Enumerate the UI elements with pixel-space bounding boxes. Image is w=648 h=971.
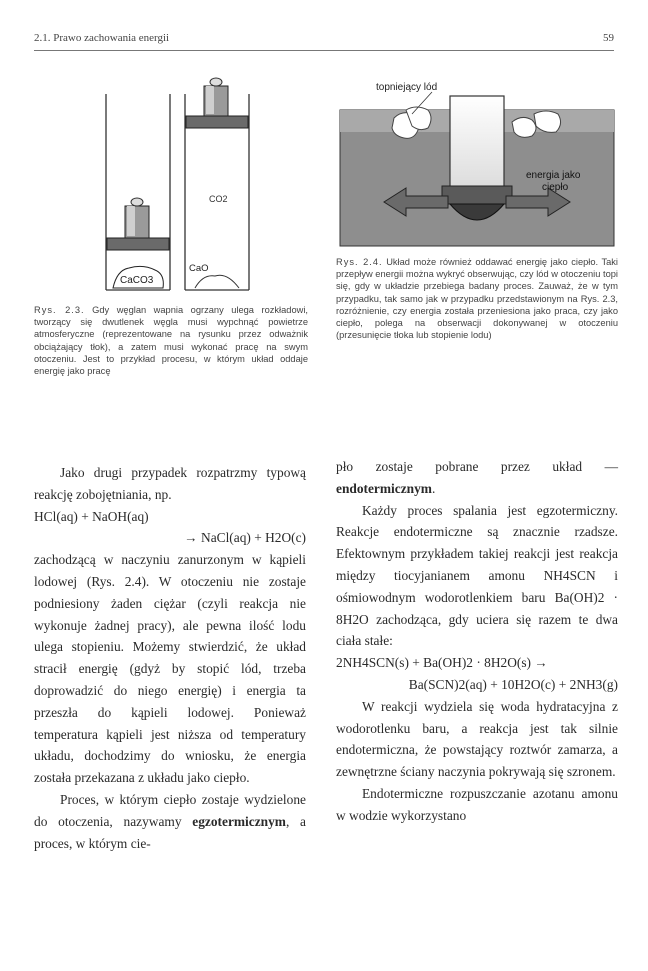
energy-label-1: energia jako: [526, 170, 581, 181]
paragraph: zachodzącą w naczyniu zanurzonym w kąpieli lodowej (Rys. 2.4). W otoczeniu nie zostaje podniesiony żaden ciężar (czyli reakcja nie wykonuje żadnej pracy), ale pewna ilość lodu ulega stopieniu. Możemy stwierdzić, że układ stracił energię (gdyż by stopić lód, trzeba doprowadzić do niego energię) i energia ta przeszła do kąpieli lodowej. Ponieważ temperatura kąpieli jest niższa od temperatury układu, dochodzimy do wniosku, że energia została przekazana z układu jako ciepło.: [34, 552, 306, 786]
figure-2-3-pistons: [103, 74, 273, 294]
piston-right: [186, 116, 248, 128]
text: , a proces, w którym cie-: [34, 813, 306, 851]
figure-2-4-caption: [336, 256, 618, 341]
section-title: 2.1. Prawo zachowania energii: [34, 32, 170, 44]
paragraph: Jako drugi przypadek rozpatrzmy typową reakcję zobojętniania, np.: [34, 465, 306, 502]
text: pło zostaje pobrane przez układ —: [336, 459, 618, 474]
energy-label-2: ciepło: [542, 182, 569, 193]
paragraph: [34, 789, 306, 854]
flask-base: [442, 186, 512, 204]
equation-line: HCl(aq) + NaOH(aq): [34, 508, 149, 524]
equation-line: → NaCl(aq) + H2O(c): [184, 530, 306, 546]
weight-right-handle: [210, 78, 222, 86]
figure-2-4-ice-bath: [336, 70, 618, 250]
paragraph: W reakcji wydziela się woda hydratacyjna z wodorotlenku baru, a reakcja jest tak silnie endotermiczna, że powstający roztwór zamarza, a zewnętrzne ściany naczynia pokrywają się szronem.: [336, 698, 618, 780]
paragraph: Każdy proces spalania jest egzotermiczny. Reakcje endotermiczne są znacznie rzadsze. Efektownym przykładem takiej reakcji jest reakcja między tiocyjanianem amonu NH4SCN i ośmiowodnym wodorotlenkiem baru Ba(OH)2 · 8H2O zachodząca, gdy ucierа się razem te dwa ciała stałe:: [336, 502, 618, 649]
right-column: [336, 456, 618, 827]
cao-label: CaO: [189, 263, 209, 274]
text: .: [431, 480, 436, 496]
header-rule: [34, 50, 614, 51]
paragraph: [336, 456, 618, 500]
co2-label: CO2: [209, 194, 228, 204]
equation-line: Ba(SCN)2(aq) + 10H2O(c) + 2NH3(g): [408, 676, 618, 692]
equation-line: 2NH4SCN(s) + Ba(OH)2 · 8H2O(s) →: [336, 655, 548, 671]
left-column: [34, 462, 306, 854]
flask-neck: [450, 96, 504, 200]
ice-label: topniejący lód: [376, 82, 438, 93]
piston-left: [107, 238, 169, 250]
caco3-label: CaCO3: [120, 275, 154, 286]
figure-2-3-caption: [34, 304, 308, 377]
paragraph: Endotermiczne rozpuszczanie azotanu amonu w wodzie wykorzystano: [336, 785, 618, 823]
caption-label: Rys. 2.3.: [34, 305, 85, 315]
weight-left-handle: [131, 198, 143, 206]
text: Proces, w którym ciepło zostaje wydzielone do otoczenia, nazywamy: [34, 791, 306, 829]
cao-pile: [195, 275, 239, 288]
page-header: [34, 28, 614, 48]
weight-right-top: [206, 86, 214, 114]
term-exothermic: egzotermicznym: [192, 813, 286, 829]
weight-left-top: [127, 206, 135, 236]
term-endothermic: endotermicznym: [336, 480, 432, 496]
caption-label: Rys. 2.4.: [336, 257, 383, 267]
caption-text: Układ może również oddawać energię jako ciepło. Taki przepływ energii można wykryć obserwując, czy lód w otoczeniu topi się, gdy w układzie przebiega badany proces. Zauważ, że w tym przypadku, tak samo jak w przypadku przedstawionym na Rys. 2.3, rozróżnienie, czy energia została przeniesiona jako praca, czy jako ciepło, polega na obserwacji dokonywanej w otoczeniu (przesunięcie tłoka lub stopienie lodu): [336, 257, 618, 341]
page-number: 59: [603, 32, 614, 44]
cylinder-left: [106, 94, 170, 290]
caption-text: Gdy węglan wapnia ogrzany ulega rozkładowi, tworzący się dwutlenek węgla musi wypchnąć powietrze atmosferyczne (reprezentowane na rysunku przez odważnik obciążający tłok), a zatem musi wykonać pracę na swym otoczeniu. Jest to przykład procesu, w którym układ oddaje energię jako pracę: [34, 305, 308, 377]
